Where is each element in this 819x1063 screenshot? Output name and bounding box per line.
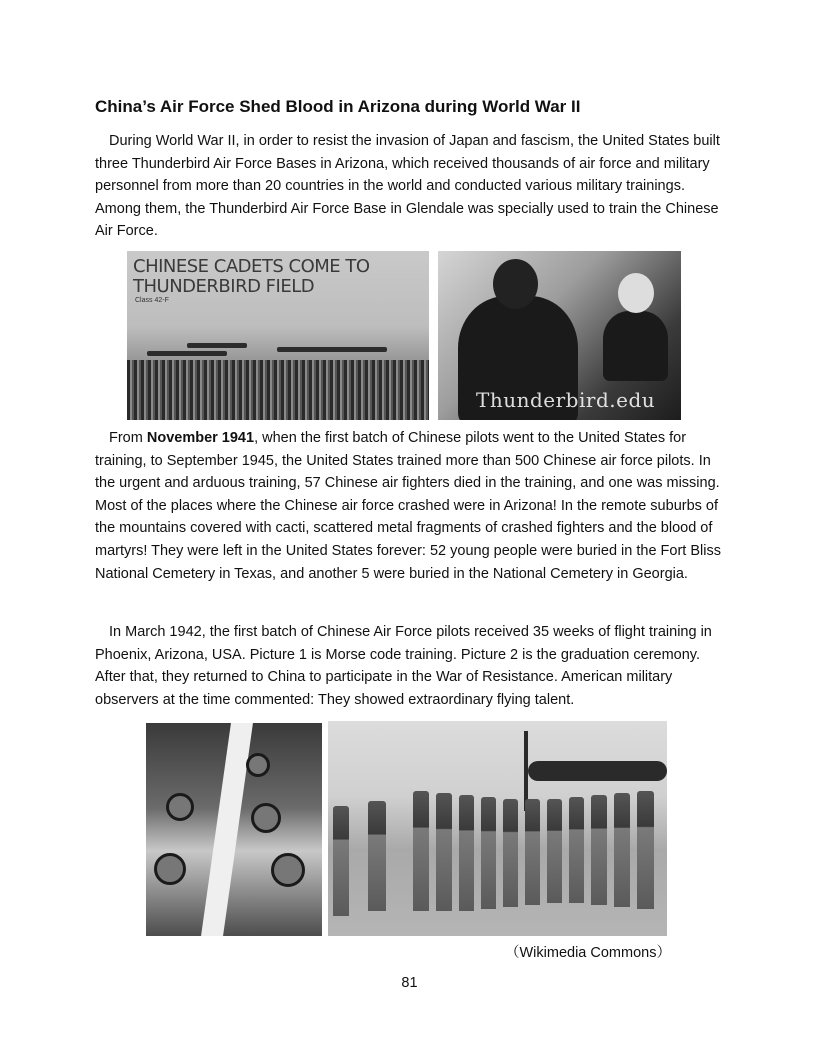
paragraph-phoenix-text: In March 1942, the first batch of Chinese Air Force pilots received 35 weeks of flight training in Phoenix, Arizona, USA. Picture 1 is Morse code training. Picture 2 is the graduation ceremony. After that, they returned to China to participate in the War of Resistance. American military observers at the time commented: They showed extraordinary flying talent. (95, 624, 712, 708)
cadet-figure (637, 791, 654, 909)
biplane-wing (187, 343, 247, 348)
trainee-headset (246, 753, 270, 777)
cadet-figure (436, 793, 452, 911)
cadet-figure (413, 791, 429, 911)
paragraph-intro-text: During World War II, in order to resist the invasion of Japan and fascism, the United States built three Thunderbird Air Force Bases in Arizona, which received thousands of air force and military personnel from more than 20 countries in the world and conducted various military trainings. Among them, the Thunderbird Air Force Base in Glendale was specially used to train the Chinese Air Force. (95, 133, 720, 240)
paragraph-phoenix (95, 621, 730, 711)
cadet-figure (459, 795, 474, 911)
cadet-figure (614, 793, 630, 907)
pilot-head-left (493, 259, 538, 309)
photo-chinese-cadets (127, 251, 429, 420)
image-credit: （Wikimedia Commons） (505, 945, 671, 961)
officer-figure (368, 801, 386, 911)
photo-cadets-caption: CHINESE CADETS COME TO THUNDERBIRD FIELD (133, 256, 370, 297)
paragraph-training-text: , when the first batch of Chinese pilots went to the United States for training, to September 1945, the United States trained more than 500 Chinese air force pilots. In the urgent and arduous training, 57 Chinese air fighters died in the training, and one was missing. Most of the places where the Chinese air force crashed were in Arizona! In the remote suburbs of the mountains covered with cacti, scattered metal fragments of crashed fighters and the blood of martyrs! They were left in the United States forever: 52 young people were buried in the Fort Bliss National Cemetery in Texas, and another 5 were buried in the National Cemetery in Georgia. (95, 430, 721, 582)
photo-watermark: Thunderbird.edu (476, 388, 656, 412)
cadet-figure (569, 797, 584, 903)
biplane-wing (147, 351, 227, 356)
desk-row (201, 723, 253, 936)
trainee-headset (251, 803, 281, 833)
paragraph-training (95, 427, 730, 585)
aircraft-silhouette (528, 761, 667, 781)
photo-cadets-class-label: Class 42-F (135, 297, 169, 304)
trainee-headset (166, 793, 194, 821)
biplane-wing (277, 347, 387, 352)
cadet-crowd (127, 360, 429, 420)
photo-graduation-ceremony (328, 721, 667, 936)
cadet-figure (591, 795, 607, 905)
cadet-figure (547, 799, 562, 903)
paragraph-training-date: November 1941 (146, 430, 255, 446)
pilot-head-right (618, 273, 654, 313)
paragraph-intro (95, 130, 730, 243)
pilot-figure-right (603, 311, 668, 381)
cadet-figure (481, 797, 496, 909)
trainee-headset (271, 853, 305, 887)
paragraph-training-lead: From (109, 430, 147, 446)
photo-pilots-cockpit (438, 251, 681, 420)
article-title: China’s Air Force Shed Blood in Arizona during World War II (95, 97, 581, 116)
page-number: 81 (401, 975, 418, 991)
photo-morse-code-training (146, 723, 322, 936)
trainee-headset (154, 853, 186, 885)
officer-figure (333, 806, 349, 916)
cadet-figure (503, 799, 518, 907)
cadet-figure (525, 799, 540, 905)
